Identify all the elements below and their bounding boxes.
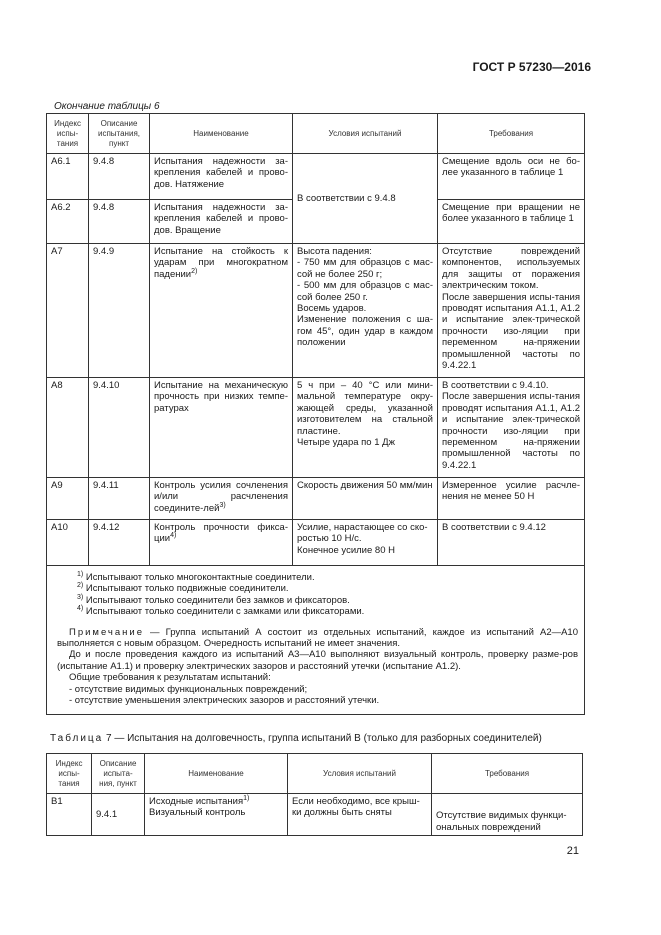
name-text: Испытание на стойкость к ударам при многократном падении xyxy=(154,246,288,280)
footnote-ref: 3) xyxy=(219,501,226,509)
name-text: Контроль прочности фикса-ции xyxy=(154,522,288,545)
note-label: Примечание xyxy=(69,626,144,638)
cell-index: A6.1 xyxy=(47,154,89,200)
table6-notes-row xyxy=(47,566,585,715)
document-id: ГОСТ Р 57230—2016 xyxy=(472,60,591,74)
cell-index: A7 xyxy=(47,244,89,378)
cell-name xyxy=(150,244,293,378)
th-name: Наименование xyxy=(150,114,293,154)
footnote: $^{1)}$ Испытывают только многоконтактные соединители. xyxy=(77,570,315,583)
cell-clause: 9.4.12 xyxy=(89,520,150,566)
cell-index: A10 xyxy=(47,520,89,566)
note-paragraph: До и после проведения каждого из испытаний А3—А10 выполняют визуальный контроль, проверку разме-ров (испытание А1.1) и проверку электрических зазоров и расстояний утечки (испытание А1.2). xyxy=(57,649,578,672)
th-clause: Описание испытания, пункт xyxy=(89,114,150,154)
cell-requirements: В соответствии с 9.4.10. После завершения испы-тания проводят испытания А1.1, А1.2 и испытание элек-трической прочности изо-ляции при переменном на-пряжении промышленной частоты по 9.4.22.1 xyxy=(438,378,585,478)
cell-clause: 9.4.9 xyxy=(89,244,150,378)
footnote: $^{2)}$ Испытывают только подвижные соединители. xyxy=(77,582,289,595)
cell-clause: 9.4.8 xyxy=(89,154,150,200)
note-list-item: - отсутствие видимых функциональных повреждений; xyxy=(69,683,308,695)
cell-clause: 9.4.10 xyxy=(89,378,150,478)
cell-requirements: В соответствии с 9.4.12 xyxy=(438,520,585,566)
notes-cell xyxy=(47,566,585,715)
footnote-ref: 2) xyxy=(191,267,198,275)
cell-requirements: Отсутствие повреждений компонентов, используемых для защиты от поражения электрическим током. После завершения испы-тания проводят испытания А1.1, А1.2 и испытание элек-трической прочности изо-ляции при переменном на-пряжении промышленной частоты по 9.4.22.1 xyxy=(438,244,585,378)
table6-header-row xyxy=(47,114,585,154)
cell-name: Испытания надежности за-крепления кабелей и прово-дов. Вращение xyxy=(150,200,293,244)
table-row xyxy=(47,794,583,836)
cell-conditions: Если необходимо, все крыш-ки должны быть сняты xyxy=(288,794,432,836)
cell-conditions: 5 ч при – 40 °С или мини-мальной температуре окру-жающей среды, указанной изготовителем на стальной пластине. Четыре удара по 1 Дж xyxy=(293,378,438,478)
footnote: $^{4)}$ Испытывают только соединители с замками или фиксаторами. xyxy=(77,605,365,618)
footnote: $^{3)}$ Испытывают только соединители без замков и фиксаторов. xyxy=(77,593,350,606)
table-row xyxy=(47,154,585,200)
th-requirements: Требования xyxy=(432,754,583,794)
th-requirements: Требования xyxy=(438,114,585,154)
footnote-ref: 4) xyxy=(170,532,177,540)
table7 xyxy=(46,753,583,836)
th-conditions: Условия испытаний xyxy=(293,114,438,154)
cell-name xyxy=(150,520,293,566)
note-paragraph: Общие требования к результатам испытаний: xyxy=(69,672,271,684)
table7-header-row xyxy=(47,754,583,794)
note-paragraph: Примечание — Группа испытаний А состоит из отдельных испытаний, каждое из испытаний А2—А10 выполняется с новым образцом. Очередность испытаний не имеет значения. xyxy=(57,626,578,650)
table6 xyxy=(46,113,585,715)
cell-name xyxy=(150,478,293,520)
th-clause: Описание испыта-ния, пункт xyxy=(92,754,145,794)
page-number: 21 xyxy=(566,845,579,857)
cell-clause: 9.4.8 xyxy=(89,200,150,244)
cell-requirements: Смещение вдоль оси не бо-лее указанного в таблице 1 xyxy=(438,154,585,200)
table-row xyxy=(47,520,585,566)
table7-caption: Таблица 7 — Испытания на долговечность, группа испытаний В (только для разборных соединителей) xyxy=(50,733,542,744)
cell-index: A8 xyxy=(47,378,89,478)
footnote-ref: 1) xyxy=(243,794,250,802)
cell-conditions: Усилие, нарастающее со ско-ростью 10 Н/с. Конечное усилие 80 Н xyxy=(293,520,438,566)
table-row xyxy=(47,478,585,520)
cell-requirements: Смещение при вращении не более указанного в таблице 1 xyxy=(438,200,585,244)
note-list-item: - отсутствие уменьшения электрических зазоров и расстояний утечки. xyxy=(69,695,380,707)
cell-index: B1 xyxy=(47,794,92,836)
th-conditions: Условия испытаний xyxy=(288,754,432,794)
table-row xyxy=(47,244,585,378)
cell-index: A6.2 xyxy=(47,200,89,244)
cell-conditions: Скорость движения 50 мм/мин xyxy=(293,478,438,520)
cell-name: Исходные испытания$^{1)}$ Визуальный контроль xyxy=(145,794,288,836)
cell-conditions: Высота падения: - 750 мм для образцов с мас-сой не более 250 г; - 500 мм для образцов с мас-сой более 250 г. Восемь ударов. Изменение положения с ша-гом 45°, один удар в каждом положении xyxy=(293,244,438,378)
cell-requirements: Отсутствие видимых функци-ональных повреждений xyxy=(432,794,583,836)
note-block xyxy=(57,627,578,707)
th-index: Индекс испы-тания xyxy=(47,754,92,794)
cell-name: Испытание на механическую прочность при низких темпе-ратурах xyxy=(150,378,293,478)
name-text: Контроль усилия сочленения и/или расчленения соедините-лей xyxy=(154,480,288,514)
cell-clause: 9.4.11 xyxy=(89,478,150,520)
table6-caption: Окончание таблицы 6 xyxy=(54,101,160,112)
cell-conditions-merged: В соответствии с 9.4.8 xyxy=(293,154,438,244)
cell-clause: 9.4.1 xyxy=(92,794,145,836)
th-name: Наименование xyxy=(145,754,288,794)
cell-index: A9 xyxy=(47,478,89,520)
th-index: Индекс испы-тания xyxy=(47,114,89,154)
cell-name: Испытания надежности за-крепления кабелей и прово-дов. Натяжение xyxy=(150,154,293,200)
table-row xyxy=(47,378,585,478)
cell-requirements: Измеренное усилие расчле-нения не менее 50 Н xyxy=(438,478,585,520)
